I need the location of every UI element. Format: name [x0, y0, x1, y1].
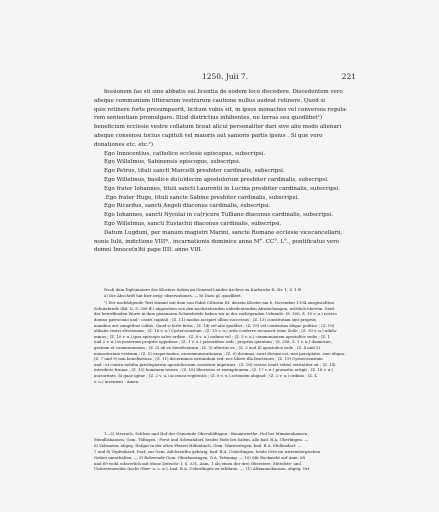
text-line: donationes etc. etc.²) [94, 141, 153, 148]
page-number: 221 [341, 72, 356, 81]
dating-line: Datum Lugduni, per manum magistri Marini, sancte Romane ecclesie vicecancellarii, [104, 229, 343, 236]
text-line: absque consensu tocius capituli vel maioris aut sanioris partis ipsius . Si que vero [94, 132, 323, 139]
footnote-line: und 2 v. u.) in posterum propriis oppetisse ; (Z. 1 v. u.) prioratibus sedi ; propriis quantum ; (S. 308, Z. 1 v. u.) domnicae, [94, 339, 332, 345]
signature-line: Ego Ricardus, sancti Angeli diaconus cardinalis, subscripsi. [104, 203, 271, 210]
footnote-line: (Z. 7 und 9) non benefisetura ; (Z. 11) decernimus irritandum sed: nec libere illa fructiones ; (Z. 19) Cysterciensium [94, 356, 323, 362]
footnote-line: interdicto fruima ; (Z. 15) hominum tenere ; (Z. 18) libertates et exemptionem ; (Z. 17 v. u.) promotio artigit ; (Z. 16 v. u.) [94, 367, 333, 373]
place-note-line: 7 und 8) Tepfenhard, Dorf, zur Gem. Adelsreuthe gehörig, bad. B.A. Ueberlingen, beide Orte im wirtembergischen [94, 448, 321, 454]
footnote-line: manibus aut sumptibus colitis. Quod si forte feriis ; (Z. 14) vel alia qualibet ; (Z. 19) vel contentius aliquo politico ; (Z. 19) [94, 322, 335, 328]
page-header [94, 72, 356, 82]
footnote-line: der betreffenden Worte in dem genannten Schutzbriefe haben wir in der vorliegenden Urkunde: (S. 306, Z. 10 v. u.) nostro [94, 311, 337, 317]
signature-line: Ego Innocentius, catholice ecclesie episcopus, subscripsi. [104, 150, 266, 157]
footnote-line: und : et contra indulta privilegiorum apostolicorum constituti impetrari ; (Z. 18) vestris (statt vobis) veritatiter sit ; (Z. 14) [94, 361, 336, 367]
text-line: absque communium litterarum vestrarum cautione nullus audeat retinere. Quod si [94, 97, 326, 104]
footnote-line: ¹) Der nachfolgende Text stimmt mit dem von Pabst Cillestin III. diesem Kloster am 6. November 1194 ausgestellten [104, 300, 334, 306]
text-line: rem sententiam promulgare. Illud districtius inhibentes, ne terras seu quodlibet¹) [94, 115, 323, 122]
signature-line: Ego Iohannes, sancti Nycolai in ca(r)cere Tulliano diaconus cardinalis, subscripsi. [104, 212, 334, 219]
text-line: fessionem fas sit sine abbatis sui licentia de eodem loco discedere. Discedentem vero [104, 89, 343, 95]
signature-line: Ego Willelmus, basilice du(o)decim apostolorum presbiter cardinalis, subscripsi. [104, 176, 329, 183]
place-note-line: Unterstenweiler (nicht Ober- u. s. w.), bad. B.A. Ueberlingen zu erklären. — 11) Altmannshausen, abgeg. Ort [94, 466, 310, 472]
signature-line: .Ego frater Hugo, tituli sancte Sabine presbiter cardinalis, subscripsi. [104, 194, 299, 201]
place-note-line: 1—5) Mesrach, Schloss und Hof der Gemeinde Oberuhldingen ; Bauanwerthe. Hof bei Mimmenhausen ; [104, 431, 310, 436]
place-note-line: 6) Valsmeier, abgeg. Hofgut in der alten Pfarrei Hilfenbach, Gem. Winterstegen, bad. B.A. Pfullendorf. — [94, 442, 302, 448]
dating-line: domni Innoce(n)tii pape IIII. anno VIII. [94, 247, 203, 254]
text-line: quis retinere forte presumpserit, licitum vobis sit, in ipsos monachos vel conversos regula- [94, 106, 348, 113]
footnote-line: auctoritate. Si quae igitur ; (Z. 2 v. u.) accensu ecgitentis ; (Z. 8 v. u.) actionem aliquod ; (Z. 2 v. u.) ordinis ; (Z. 4 [94, 372, 317, 378]
footnote-line: domno patrocinio und : castri capitali ; (Z. 11) modus accipiet ullius successus ; (Z. 13) constitutam sint propriis [94, 316, 316, 322]
main-text [94, 88, 358, 255]
signature-line: Ego Willelmus, sancti Eustachii diaconus cardinalis, subscripsi. [104, 220, 282, 227]
footnotes [94, 287, 358, 384]
place-note-line: Gebiet unterhalten. — 9) Behwende Gem. Oberhosringen, O.A. Tettnang. — 10) Mit Ruckaicht auf Anm. 68 [94, 454, 306, 460]
footnote-line: gratiam et communionem ; (Z. 3) ab eo beneficiatum ; (Z. 3) ulterius ex ; (Z. 3 und 4) apostolica sede ; (Z. 4 und 5) [94, 344, 321, 350]
text-line: beneficium ecclesie vestre collatum liceat alicui personaliter dari sive alio modo alienari [94, 124, 342, 131]
signature-line: Ego Willelmus, Sabinensis episcopus, subscripsi. [104, 159, 241, 166]
signature-line: Ego frater Iohannes, tituli sancti Laurentii in Lucina presbiter cardinalis, subscripsi. [104, 185, 341, 192]
footnote-line: abbatis vestri electionem ; (Z. 16 v. u.) Cysterciensium ; (Z. 15 v. u.) ordo conferre recusavit (eine Zeile ; (Z. 10 v. u.) nihilo- [94, 328, 338, 334]
footnote-line: monasterium vestrum ; (Z. 5) exspectantes, excommunicationum ; (Z. 6) decimas, sicut dictum est, non percipiatis, sine aliqua ; [94, 350, 347, 356]
footnote-line: v. u.) invenient . Amen. [94, 378, 140, 384]
footnote-line: minus ; (Z. 10 v. u.) ipsa episcopo salvo ordine ; (Z. 8 v. u.) ordinis vel ; (Z. 3 v. u.) communionem apostolice sedis ; (Z. 1 [94, 333, 330, 339]
footnote-line: a) Die Abschrift hat hier irrig: observationes. — b) Dazu gl. quodlibet. [104, 292, 242, 298]
dating-line: nonis Iulii, indictione VIIIª., incarnationis dominice anno M°. CC°. L°., pontificatus vero [94, 238, 340, 245]
signature-line: Ego Petrus, tituli sancti Marcelli presbiter cardinalis, subscripsi. [104, 168, 285, 175]
source-note: Nach dem Diplomatare des Klosters Salem im General-Landes-Archive zu Karlsruhe II, Nr. 1, S. 1 ff. [104, 287, 302, 292]
header-date: 1250. Juli 7. [201, 72, 249, 81]
place-notes [94, 431, 358, 472]
footnote-line: Schutzbriefe (Bd. II, S. 306 ff.) abgesehen von den nachstehenden unbedeutenden Abweichungen, wörtlich überein. Statt [94, 305, 335, 311]
place-note-line: und 69 wohl schwerlich mit Mone Zeitschr. I, S. 331, Anm. 1 als einen der drei Oberstere, Mittelste- und [94, 460, 301, 466]
place-note-line: Mendlishausen, Gem. Tüfingen ; Forst und Schwandorf, beides Hofe bei Salem, alle bad. B.A. Uberlingen. — [94, 436, 309, 442]
